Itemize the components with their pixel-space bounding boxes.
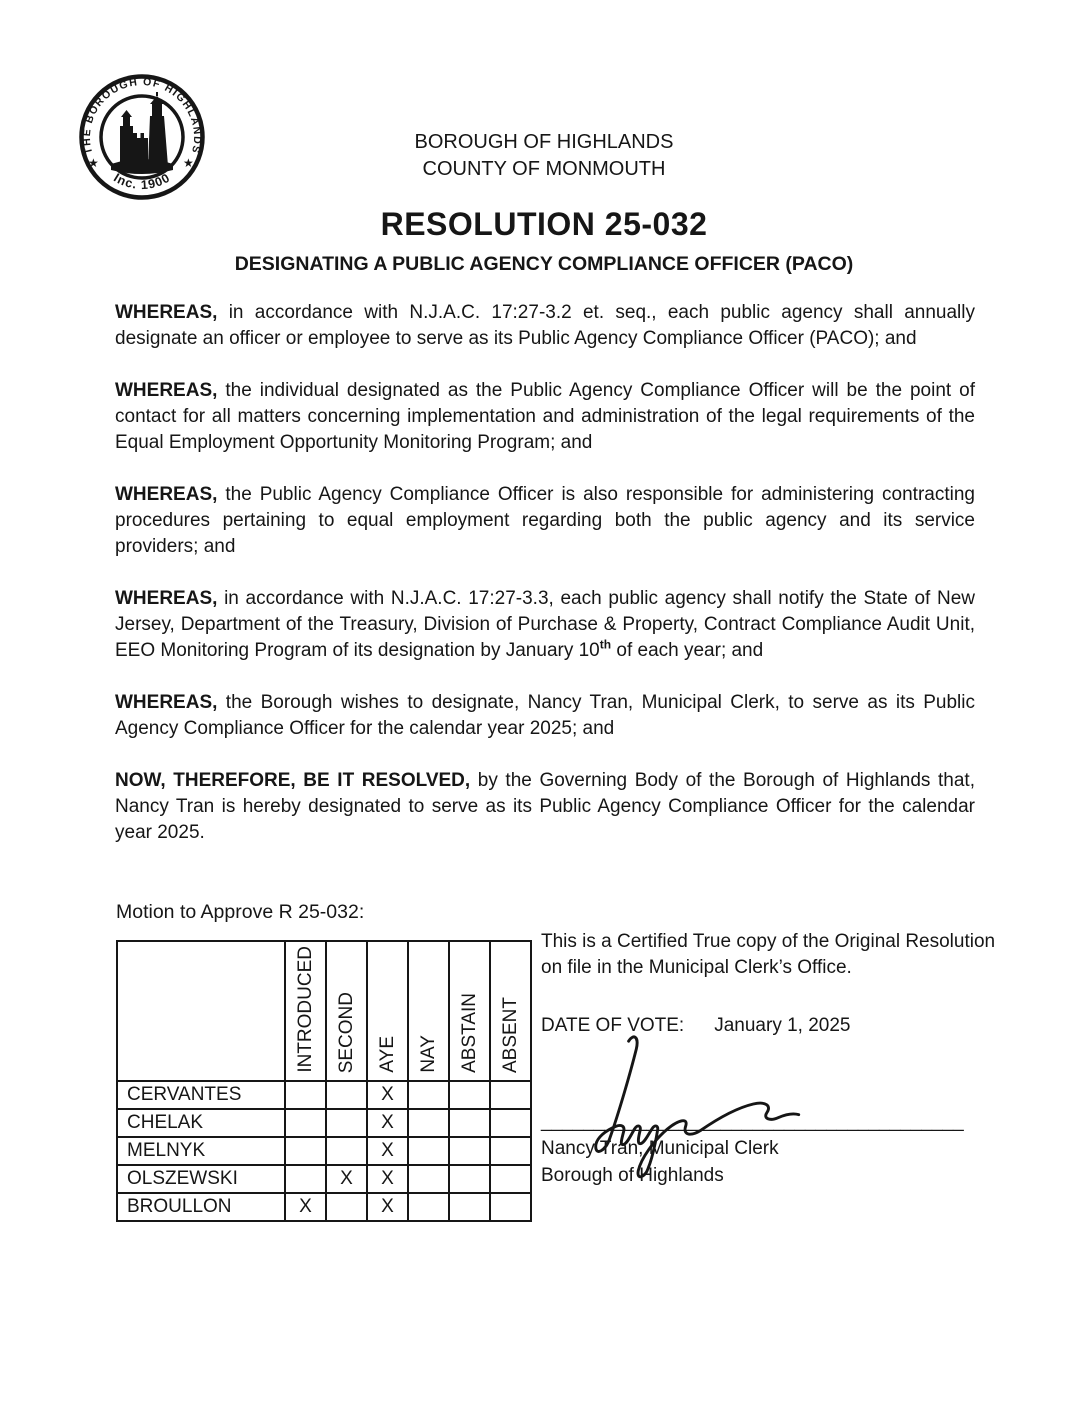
paragraph-text: of each year; and [611, 640, 764, 661]
table-row-chelak [117, 1109, 531, 1137]
paragraph-text: the Borough wishes to designate, Nancy Tran, Municipal Clerk, to serve as its Public Agency Compliance Officer for the calendar year 2025; and [115, 692, 975, 739]
vote-cell: X [367, 1137, 408, 1165]
table-row-cervantes [117, 1081, 531, 1109]
vote-cell [490, 1137, 531, 1165]
column-header-label: SECOND [335, 991, 357, 1073]
column-header-label: ABSTAIN [458, 993, 480, 1073]
seal-star-left-icon: ★ [88, 156, 99, 170]
vote-table [116, 940, 532, 1222]
member-column-header [117, 941, 285, 1081]
whereas-paragraph-1 [115, 300, 975, 352]
signature-line: ________________________________________ [541, 1111, 964, 1132]
seal-bottom-text: Inc. 1900 [111, 170, 173, 193]
seal-star-right-icon: ★ [183, 156, 194, 170]
vote-cell: X [367, 1193, 408, 1221]
whereas-lead: WHEREAS, [115, 692, 218, 713]
member-name: CERVANTES [117, 1081, 285, 1109]
column-header-abstain [449, 941, 490, 1081]
certification-block [541, 929, 1006, 1189]
vote-cell [408, 1193, 449, 1221]
vote-cell [408, 1165, 449, 1193]
vote-cell: X [326, 1165, 367, 1193]
vote-cell [408, 1109, 449, 1137]
vote-cell: X [367, 1109, 408, 1137]
vote-cell: X [367, 1081, 408, 1109]
column-header-label: ABSENT [499, 996, 521, 1073]
column-header-introduced [285, 941, 326, 1081]
vote-table-header-row [117, 941, 531, 1081]
vote-cell [449, 1109, 490, 1137]
paragraph-text: the Public Agency Compliance Officer is also responsible for administering contracting procedures pertaining to equal employment regarding both the public agency and its service providers; and [115, 484, 975, 557]
paragraph-text: by the Governing Body of the Borough of Highlands that, Nancy Tran is hereby designated to serve as its Public Agency Compliance Officer for the calendar year 2025. [115, 770, 975, 843]
signer-org: Borough of Highlands [541, 1165, 724, 1186]
paragraph-text: in accordance with N.J.A.C. 17:27-3.2 et. seq., each public agency shall annually designate an officer or employee to serve as its Public Agency Compliance Officer (PACO); and [115, 302, 975, 349]
resolved-lead: NOW, THEREFORE, BE IT RESOLVED, [115, 770, 471, 791]
vote-cell [490, 1193, 531, 1221]
member-name: MELNYK [117, 1137, 285, 1165]
org-name: BOROUGH OF HIGHLANDS [414, 131, 674, 153]
vote-cell [449, 1081, 490, 1109]
date-of-vote-label: DATE OF VOTE: [541, 1015, 685, 1036]
member-name: BROULLON [117, 1193, 285, 1221]
vote-cell [490, 1165, 531, 1193]
table-row-broullon [117, 1193, 531, 1221]
member-name: CHELAK [117, 1109, 285, 1137]
resolution-subtitle: DESIGNATING A PUBLIC AGENCY COMPLIANCE OFFICER (PACO) [234, 253, 854, 275]
vote-cell [326, 1081, 367, 1109]
vote-cell: X [367, 1165, 408, 1193]
whereas-lead: WHEREAS, [115, 588, 218, 609]
vote-cell [285, 1165, 326, 1193]
vote-cell [490, 1081, 531, 1109]
certification-statement: This is a Certified True copy of the Original Resolution on file in the Municipal Clerk’s Office. [541, 931, 996, 978]
signer-name: Nancy Tran, Municipal Clerk [541, 1138, 779, 1159]
whereas-paragraph-3 [115, 482, 975, 560]
column-header-aye [367, 941, 408, 1081]
vote-cell [285, 1081, 326, 1109]
column-header-nay [408, 941, 449, 1081]
vote-cell [449, 1137, 490, 1165]
seal-top-text: THE BOROUGH OF HIGHLANDS [80, 75, 204, 156]
signature-area [541, 1109, 1006, 1189]
column-header-label: INTRODUCED [294, 946, 316, 1073]
column-header-second [326, 941, 367, 1081]
vote-cell [449, 1165, 490, 1193]
column-header-absent [490, 941, 531, 1081]
date-of-vote-value: January 1, 2025 [714, 1015, 851, 1036]
resolution-body [115, 300, 975, 872]
ordinal-superscript: th [599, 637, 612, 652]
vote-cell: X [285, 1193, 326, 1221]
vote-cell [326, 1109, 367, 1137]
whereas-paragraph-5 [115, 690, 975, 742]
paragraph-text: in accordance with N.J.A.C. 17:27-3.3, each public agency shall notify the State of New Jersey, Department of the Treasury, Division of Purchase & Property, Contract Compliance Audit Unit, EEO Monitoring Program of its designation by January 10 [115, 588, 975, 661]
whereas-lead: WHEREAS, [115, 302, 218, 323]
resolution-title: RESOLUTION 25-032 [380, 206, 708, 242]
vote-cell [326, 1137, 367, 1165]
member-name: OLSZEWSKI [117, 1165, 285, 1193]
vote-cell [408, 1081, 449, 1109]
vote-cell [449, 1193, 490, 1221]
column-header-label: NAY [417, 1035, 439, 1073]
letterhead [0, 129, 1088, 183]
vote-cell [326, 1193, 367, 1221]
motion-label: Motion to Approve R 25-032: [116, 901, 365, 923]
whereas-paragraph-4 [115, 586, 975, 664]
column-header-label: AYE [376, 1036, 398, 1073]
vote-cell [490, 1109, 531, 1137]
table-row-melnyk [117, 1137, 531, 1165]
county-name: COUNTY OF MONMOUTH [422, 158, 666, 180]
resolved-paragraph [115, 768, 975, 846]
whereas-lead: WHEREAS, [115, 484, 218, 505]
vote-cell [408, 1137, 449, 1165]
paragraph-text: the individual designated as the Public Agency Compliance Officer will be the point of contact for all matters concerning implementation and administration of the legal requirements of the Equal Employment Opportunity Monitoring Program; and [115, 380, 975, 453]
date-of-vote [541, 1013, 1006, 1039]
table-row-olszewski [117, 1165, 531, 1193]
vote-cell [285, 1109, 326, 1137]
whereas-lead: WHEREAS, [115, 380, 218, 401]
whereas-paragraph-2 [115, 378, 975, 456]
vote-cell [285, 1137, 326, 1165]
